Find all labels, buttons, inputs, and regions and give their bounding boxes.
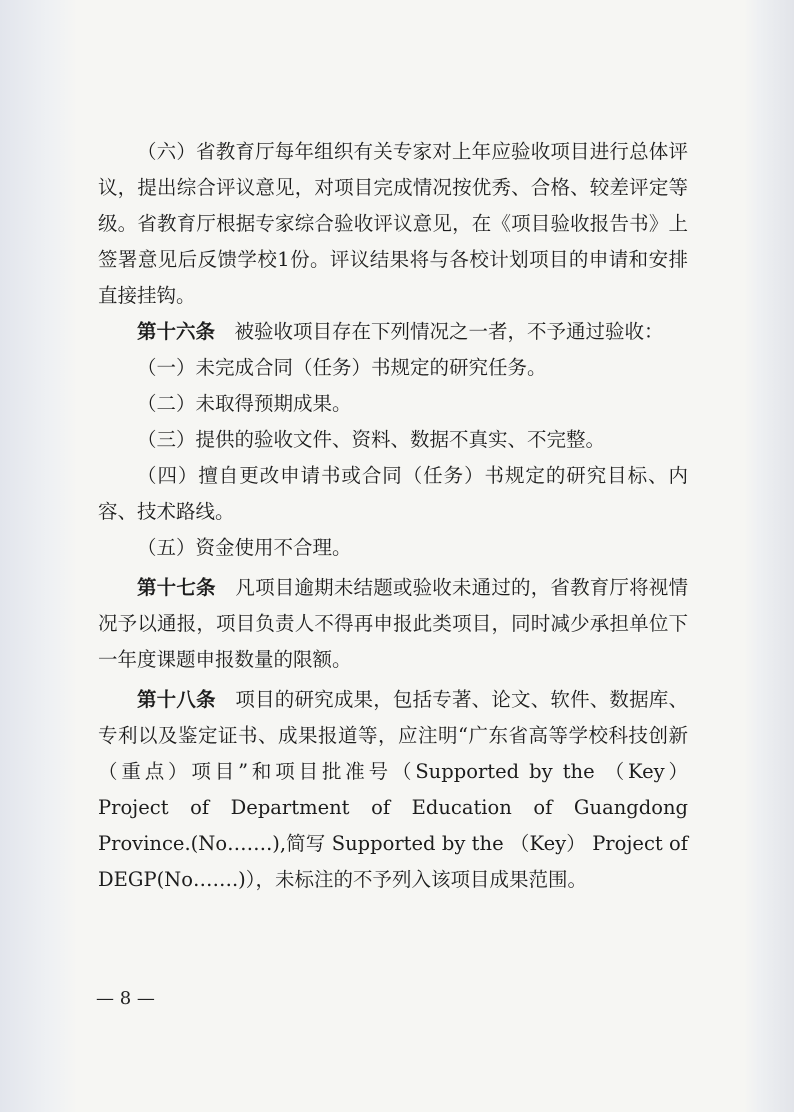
page-number: — 8 — (96, 988, 155, 1009)
article-16-heading: 第十六条 (137, 320, 216, 343)
article-17: 第十七条 凡项目逾期未结题或验收未通过的，省教育厅将视情况予以通报，项目负责人不得再申报此类项目，同时减少承担单位下一年度课题申报数量的限额。 (98, 576, 688, 671)
article-16-item-1: （一）未完成合同（任务）书规定的研究任务。 (137, 356, 547, 379)
article-18: 第十八条 项目的研究成果，包括专著、论文、软件、数据库、专利以及鉴定证书、成果报道等，应注明“广东省高等学校科技创新（重点）项目”和项目批准号（Supported by the （Key） Project of Department of Education of Guangdong Province.(No…….),简写 Supported by the （Key） Project of DEGP(No…….)），未标注的不予列入该项目成果范围。 (98, 688, 688, 891)
article-17-heading: 第十七条 (137, 576, 216, 599)
scan-left-edge (0, 0, 78, 1112)
scan-right-edge (744, 0, 794, 1112)
article-16-item-4: （四）擅自更改申请书或合同（任务）书规定的研究目标、内容、技术路线。 (98, 464, 688, 523)
paragraph-6-review: （六）省教育厅每年组织有关专家对上年应验收项目进行总体评议，提出综合评议意见，对项目完成情况按优秀、合格、较差评定等级。省教育厅根据专家综合验收评议意见，在《项目验收报告书》上签署意见后反馈学校1份。评议结果将与各校计划项目的申请和安排直接挂钩。 (98, 140, 688, 307)
document-body (98, 134, 688, 898)
article-16-item-5: （五）资金使用不合理。 (137, 536, 352, 559)
article-16-item-2: （二）未取得预期成果。 (137, 392, 352, 415)
article-18-heading: 第十八条 (137, 688, 216, 711)
article-16-item-3: （三）提供的验收文件、资料、数据不真实、不完整。 (137, 428, 606, 451)
article-16: 第十六条 被验收项目存在下列情况之一者，不予通过验收： (137, 320, 664, 343)
